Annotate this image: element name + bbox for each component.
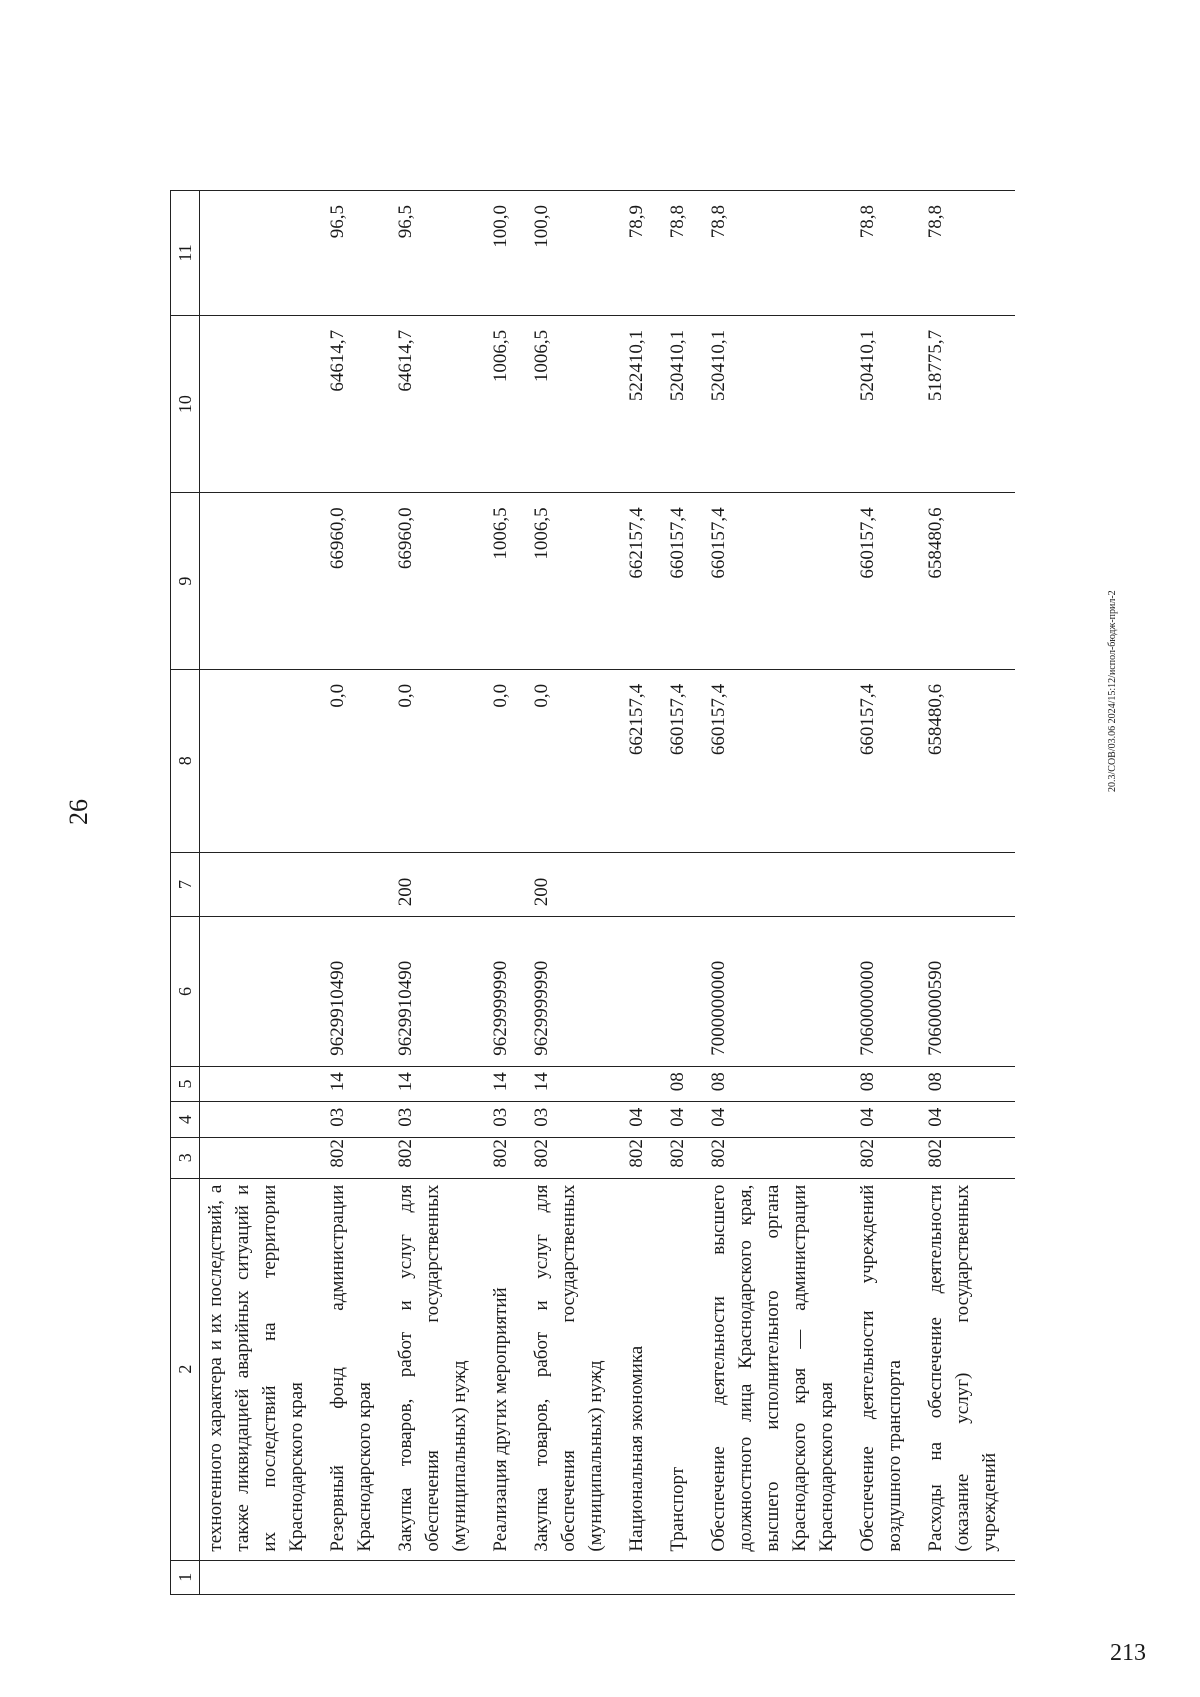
table-cell [621, 852, 662, 917]
table-cell: 78,9 [621, 191, 662, 316]
table-cell: 520410,1 [703, 315, 852, 493]
table-cell: 658480,6 [920, 669, 1015, 852]
table-cell: 802 [322, 1137, 390, 1178]
table-row [920, 191, 1015, 1595]
row-name-cell: Закупка товаров, работ и услуг для обеспечения государственных (муниципальных) нужд [526, 1178, 621, 1560]
table-cell: 96,5 [322, 191, 390, 316]
table-cell: 0,0 [485, 669, 526, 852]
table-cell: 9629910490 [390, 917, 485, 1067]
table-cell: 04 [920, 1102, 1015, 1138]
table-cell: 1006,5 [526, 315, 621, 493]
table-row [621, 191, 662, 1595]
table-cell: 66960,0 [390, 493, 485, 669]
table-cell: 660157,4 [703, 669, 852, 852]
table-cell: 04 [621, 1102, 662, 1138]
table-row [703, 191, 852, 1595]
table-cell [621, 1560, 662, 1594]
table-row [200, 191, 323, 1595]
sheet-number: 213 [1110, 1640, 1146, 1666]
table-cell [920, 852, 1015, 917]
table-cell: 1006,5 [485, 493, 526, 669]
column-header: 4 [171, 1102, 200, 1138]
budget-table [170, 190, 1015, 1595]
table-cell: 802 [852, 1137, 920, 1178]
column-header: 5 [171, 1066, 200, 1102]
row-name-cell: Обеспечение деятельности высшего должностного лица Краснодарского края, высшего исполнительного органа Краснодарского края — администрации Краснодарского края [703, 1178, 852, 1560]
table-cell [390, 1560, 485, 1594]
table-cell: 518775,7 [920, 315, 1015, 493]
table-cell: 14 [526, 1066, 621, 1102]
table-cell: 802 [621, 1137, 662, 1178]
table-cell: 78,8 [920, 191, 1015, 316]
table-cell [200, 1066, 323, 1102]
table-cell: 660157,4 [852, 669, 920, 852]
rotated-page [0, 190, 1180, 1640]
document-id: 20.3/СОВ/03.06 2024/15:12/испол-бюдж-прил-2 [1107, 590, 1118, 792]
column-header: 8 [171, 669, 200, 852]
table-row [662, 191, 703, 1595]
row-name-cell: техногенного характера и их последствий, а также ликвидацией аварийных ситуаций и их последствий на территории Краснодарского края [200, 1178, 323, 1560]
table-cell: 14 [390, 1066, 485, 1102]
table-cell: 78,8 [662, 191, 703, 316]
table-header-row [171, 191, 200, 1595]
table-cell: 520410,1 [662, 315, 703, 493]
table-cell [200, 1137, 323, 1178]
row-name-cell: Реализация других мероприятий [485, 1178, 526, 1560]
table-cell [662, 1560, 703, 1594]
table-row [526, 191, 621, 1595]
table-cell: 08 [703, 1066, 852, 1102]
table-cell: 660157,4 [662, 669, 703, 852]
table-cell: 662157,4 [621, 493, 662, 669]
table-cell [200, 1560, 323, 1594]
table-cell [703, 852, 852, 917]
table-cell: 9629999990 [526, 917, 621, 1067]
table-row [852, 191, 920, 1595]
table-cell: 08 [662, 1066, 703, 1102]
table-cell: 802 [703, 1137, 852, 1178]
table-cell: 96,5 [390, 191, 485, 316]
table-cell: 658480,6 [920, 493, 1015, 669]
table-cell: 7060000000 [852, 917, 920, 1067]
table-cell: 802 [390, 1137, 485, 1178]
table-cell: 660157,4 [703, 493, 852, 669]
table-cell: 660157,4 [662, 493, 703, 669]
table-cell [200, 315, 323, 493]
table-cell [662, 852, 703, 917]
table-cell: 04 [703, 1102, 852, 1138]
table-cell: 03 [485, 1102, 526, 1138]
table-cell: 660157,4 [852, 493, 920, 669]
table-cell: 520410,1 [852, 315, 920, 493]
column-header: 11 [171, 191, 200, 316]
page-number: 26 [64, 799, 93, 825]
table-cell: 03 [390, 1102, 485, 1138]
table-cell [703, 1560, 852, 1594]
row-name-cell: Резервный фонд администрации Краснодарского края [322, 1178, 390, 1560]
row-name-cell: Расходы на обеспечение деятельности (оказание услуг) государственных учреждений [920, 1178, 1015, 1560]
table-cell: 9629999990 [485, 917, 526, 1067]
table-cell: 522410,1 [621, 315, 662, 493]
table-cell: 04 [852, 1102, 920, 1138]
table-cell: 14 [322, 1066, 390, 1102]
row-name-cell: Национальная экономика [621, 1178, 662, 1560]
table-cell: 100,0 [485, 191, 526, 316]
table-cell [662, 917, 703, 1067]
table-cell: 7060000590 [920, 917, 1015, 1067]
column-header: 7 [171, 852, 200, 917]
row-name-cell: Транспорт [662, 1178, 703, 1560]
table-cell [621, 1066, 662, 1102]
table-cell [920, 1560, 1015, 1594]
table-cell [852, 852, 920, 917]
table-cell [322, 1560, 390, 1594]
column-header: 10 [171, 315, 200, 493]
table-cell [200, 917, 323, 1067]
table-cell: 100,0 [526, 191, 621, 316]
column-header: 3 [171, 1137, 200, 1178]
table-cell: 802 [526, 1137, 621, 1178]
table-cell: 14 [485, 1066, 526, 1102]
table-cell [621, 917, 662, 1067]
table-cell: 1006,5 [485, 315, 526, 493]
table-cell: 0,0 [390, 669, 485, 852]
table-cell [852, 1560, 920, 1594]
table-row [485, 191, 526, 1595]
table-cell: 08 [852, 1066, 920, 1102]
table-cell [200, 1102, 323, 1138]
column-header: 2 [171, 1178, 200, 1560]
column-header: 1 [171, 1560, 200, 1594]
table-cell: 200 [526, 852, 621, 917]
table-cell [526, 1560, 621, 1594]
table-cell: 9629910490 [322, 917, 390, 1067]
table-cell: 66960,0 [322, 493, 390, 669]
table-row [390, 191, 485, 1595]
table-cell: 200 [390, 852, 485, 917]
table-cell: 03 [322, 1102, 390, 1138]
table-cell: 0,0 [322, 669, 390, 852]
table-cell [200, 191, 323, 316]
table-cell: 7000000000 [703, 917, 852, 1067]
table-cell: 662157,4 [621, 669, 662, 852]
table-cell [200, 493, 323, 669]
table-cell: 03 [526, 1102, 621, 1138]
table-cell: 0,0 [526, 669, 621, 852]
table-cell: 802 [920, 1137, 1015, 1178]
column-header: 6 [171, 917, 200, 1067]
column-header: 9 [171, 493, 200, 669]
table-cell [485, 852, 526, 917]
table-cell: 78,8 [703, 191, 852, 316]
table-cell [485, 1560, 526, 1594]
table-cell: 1006,5 [526, 493, 621, 669]
row-name-cell: Закупка товаров, работ и услуг для обеспечения государственных (муниципальных) нужд [390, 1178, 485, 1560]
table-cell: 64614,7 [322, 315, 390, 493]
table-cell [200, 669, 323, 852]
table-cell [322, 852, 390, 917]
table-cell: 802 [485, 1137, 526, 1178]
table-cell [200, 852, 323, 917]
row-name-cell: Обеспечение деятельности учреждений воздушного транспорта [852, 1178, 920, 1560]
table-cell: 78,8 [852, 191, 920, 316]
table-cell: 802 [662, 1137, 703, 1178]
table-cell: 64614,7 [390, 315, 485, 493]
table-row [322, 191, 390, 1595]
table-cell: 08 [920, 1066, 1015, 1102]
table-cell: 04 [662, 1102, 703, 1138]
